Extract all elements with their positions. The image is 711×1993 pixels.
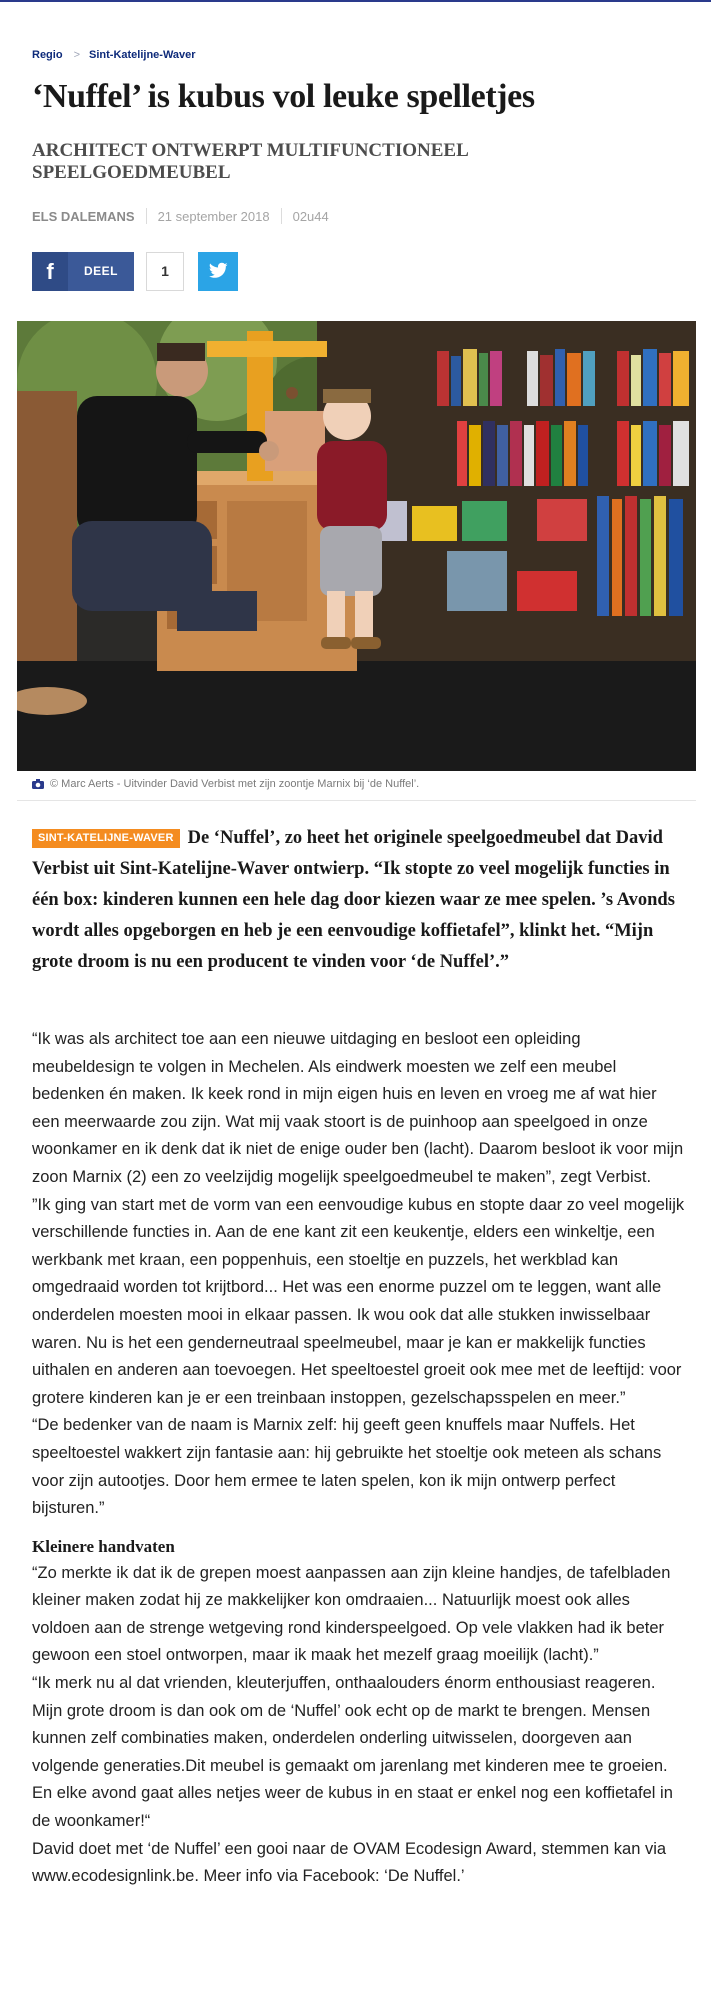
article-title: ‘Nuffel’ is kubus vol leuke spelletjes	[32, 78, 535, 115]
facebook-share-button[interactable]	[32, 252, 134, 291]
body-paragraph: “Zo merkte ik dat ik de grepen moest aanpassen aan zijn kleine handjes, de tafelbladen kleiner maken zodat hij ze makkelijker kon omdraaien... Natuurlijk moest ook alles voldoen aan de strenge wetgeving rond kinderspeelgoed. Op vele vlakken had ik beter gewoon een stoel ontworpen, maar ik maak het mezelf graag moeilijk (lacht).”	[32, 1563, 671, 1665]
camera-icon	[32, 779, 44, 789]
location-tag[interactable]: SINT-KATELIJNE-WAVER	[32, 829, 180, 848]
body-paragraph: ”Ik ging van start met de vorm van een eenvoudige kubus en stopte daar zo veel mogelijk verschillende functies in. Aan de ene kant zit een keukentje, elders een winkeltje, een werkbank met kraan, een poppenhuis, een stoeltje en puzzels, het werkblad kan omgedraaid worden tot krijtbord... Het was een enorme puzzel om te leggen, want alle onderdelen moesten mooi in elkaar passen. Ik wou ook dat alle stukken inwisselbaar waren. Nu is het een genderneutraal speelmeubel, maar je kan er makkelijk functies uithalen en anderen aan toevoegen. Het speeltoestel groeit ook mee met de leeftijd: voor grotere kinderen kan je er een treinbaan instoppen, gezelschapsspelen en meer.”	[32, 1195, 685, 1407]
twitter-share-button[interactable]	[198, 252, 238, 291]
breadcrumb-separator: >	[73, 49, 80, 61]
article-time: 02u44	[292, 209, 329, 224]
article-meta	[32, 208, 329, 224]
article-author: ELS DALEMANS	[32, 209, 135, 224]
breadcrumb-item-town[interactable]: Sint-Katelijne-Waver	[89, 49, 196, 61]
twitter-icon	[198, 252, 238, 291]
photo-caption-text: © Marc Aerts - Uitvinder David Verbist met zijn zoontje Marnix bij ‘de Nuffel’.	[50, 778, 420, 790]
body-subheading: Kleinere handvaten	[32, 1536, 175, 1556]
breadcrumb-item-regio[interactable]: Regio	[32, 49, 63, 61]
article-date: 21 september 2018	[157, 209, 270, 224]
body-paragraph: “Ik merk nu al dat vrienden, kleuterjuffen, onthaalouders énorm enthousiast reageren. Mijn grote droom is dan ook om de ‘Nuffel’ ook echt op de markt te brengen. Mensen kunnen zelf combinaties maken, onderdelen onderling uitwisselen, doorgeven aan volgende generaties.Dit meubel is gemaakt om jarenlang met kinderen mee te groeien. En elke avond gaat alles netjes weer de kubus in en staat er enkel nog een koffietafel in de woonkamer!“	[32, 1674, 673, 1831]
article-photo	[17, 321, 696, 771]
body-paragraph: David doet met ‘de Nuffel’ een gooi naar de OVAM Ecodesign Award, stemmen kan via www.ecodesignlink.be. Meer info via Facebook: ‘De Nuffel.’	[32, 1839, 667, 1886]
body-paragraph: “Ik was als architect toe aan een nieuwe uitdaging en besloot een opleiding meubeldesign te volgen in Mechelen. Als eindwerk moesten we zelf een meubel bedenken én maken. Ik keek rond in mijn eigen huis en leven en vroeg me af wat hier een meerwaarde zou zijn. Wat mij vaak stoort is de puinhoop aan speelgoed in onze woonkamer en ik denk dat ik niet de enige ouder ben (lacht). Daarom besloot ik voor mijn zoon Marnix (2) een zo veelzijdig mogelijk speelgoedmeubel te maken”, zegt Verbist.	[32, 1030, 684, 1186]
article-body	[32, 1026, 687, 1891]
meta-divider	[146, 208, 147, 224]
facebook-icon: f	[32, 252, 68, 291]
body-paragraph: “De bedenker van de naam is Marnix zelf: hij geeft geen knuffels maar Nuffels. Het speeltoestel wakkert zijn fantasie aan: hij gebruikte het stoeltje ook meteen als schans voor zijn autootjes. Door hem ermee te laten spelen, kon ik mijn ontwerp perfect bijsturen.”	[32, 1416, 662, 1518]
spacer	[32, 1523, 687, 1529]
breadcrumb	[32, 49, 196, 61]
article-subtitle: ARCHITECT ONTWERPT MULTIFUNCTIONEEL SPEELGOEDMEUBEL	[32, 140, 468, 183]
article-lead	[32, 823, 682, 978]
lead-text: De ‘Nuffel’, zo heet het originele speelgoedmeubel dat David Verbist uit Sint-Katelijne-Waver ontwierp. “Ik stopte zo veel mogelijk functies in één box: kinderen kunnen een hele dag door kiezen waar ze mee spelen. ’s Avonds wordt alles opgeborgen en heb je een eenvoudige koffietafel”, klinkt het. “Mijn grote droom is nu een producent te vinden voor ‘de Nuffel’.”	[32, 828, 675, 972]
meta-divider	[281, 208, 282, 224]
photo-illustration	[17, 321, 696, 771]
facebook-share-label: DEEL	[83, 264, 118, 278]
share-count: 1	[146, 252, 184, 291]
caption-divider	[17, 800, 696, 801]
photo-caption	[32, 778, 419, 790]
top-accent-bar	[0, 0, 711, 2]
